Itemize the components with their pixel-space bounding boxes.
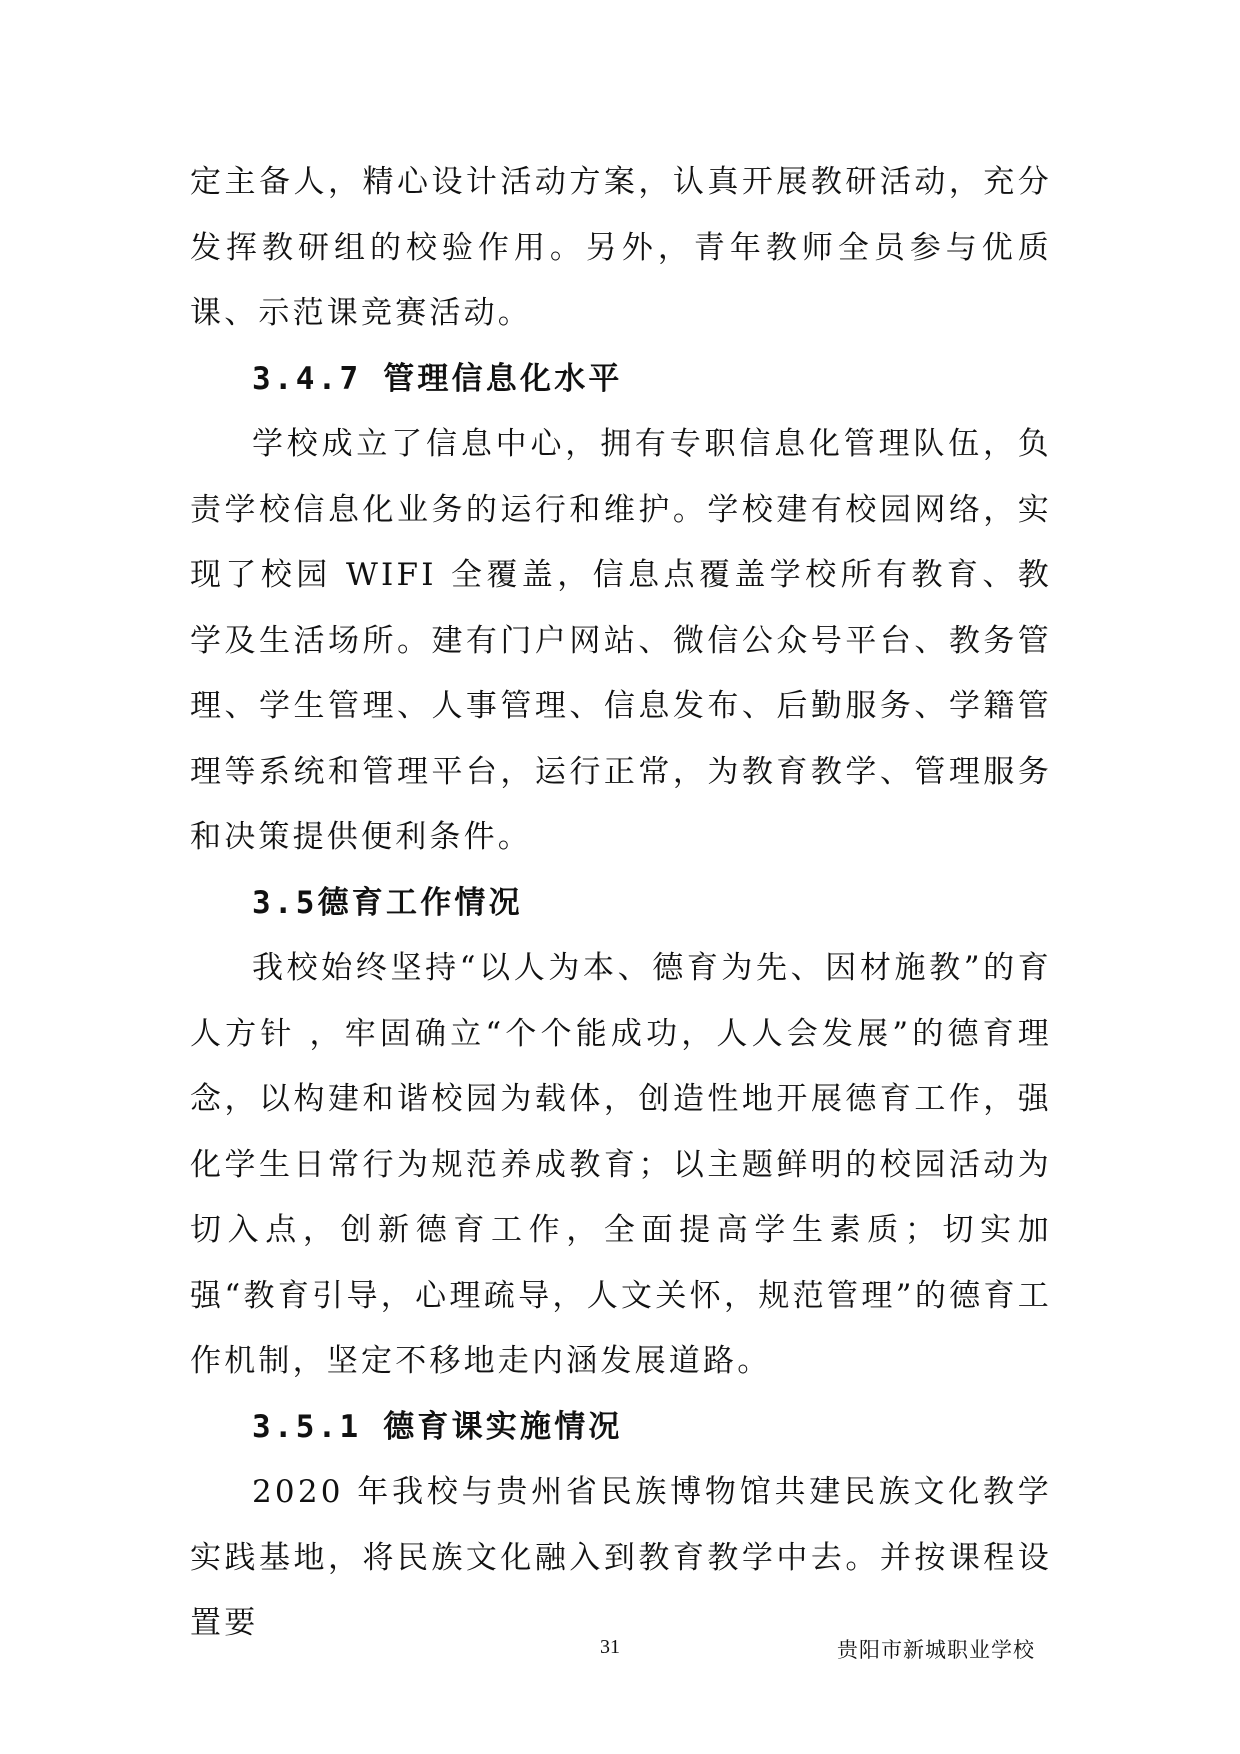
paragraph-moral-education: 我校始终坚持“以人为本、德育为先、因材施教”的育人方针 ，牢固确立“个个能成功，人人会发展”的德育理念，以构建和谐校园为载体，创造性地开展德育工作，强化学生日常行为规范养成教育；以主题鲜明的校园活动为切入点，创新德育工作，全面提高学生素质；切实加强“教育引导，心理疏导，人文关怀，规范管理”的德育工作机制，坚定不移地走内涵发展道路。: [190, 950, 1052, 1379]
paragraph-moral-course: 2020 年我校与贵州省民族博物馆共建民族文化教学实践基地，将民族文化融入到教育教学中去。并按课程设置要: [190, 1474, 1052, 1641]
section-number: 3.4.7: [252, 360, 362, 397]
section-heading-3-4-7: [190, 347, 1052, 413]
section-title: 德育工作情况: [317, 884, 523, 921]
section-heading-3-5-1: [190, 1395, 1052, 1461]
paragraph-continued: 定主备人，精心设计活动方案，认真开展教研活动，充分发挥教研组的校验作用。另外，青年教师全员参与优质课、示范课竞赛活动。: [190, 164, 1052, 331]
section-heading-3-5: [190, 871, 1052, 937]
page-body: [190, 150, 1052, 1657]
paragraph-info-management: 学校成立了信息中心，拥有专职信息化管理队伍，负责学校信息化业务的运行和维护。学校建有校园网络，实现了校园 WIFI 全覆盖，信息点覆盖学校所有教育、教学及生活场所。建有门户网站、微信公众号平台、教务管理、学生管理、人事管理、信息发布、后勤服务、学籍管理等系统和管理平台，运行正常，为教育教学、管理服务和决策提供便利条件。: [190, 426, 1052, 855]
section-number: 3.5: [252, 884, 318, 921]
section-number: 3.5.1: [252, 1408, 362, 1445]
page-footer: [0, 1630, 1240, 1670]
section-title: 德育课实施情况: [383, 1408, 623, 1445]
section-title: 管理信息化水平: [383, 360, 623, 397]
school-name: 贵阳市新城职业学校: [837, 1638, 1035, 1662]
page-number: 31: [600, 1636, 620, 1658]
